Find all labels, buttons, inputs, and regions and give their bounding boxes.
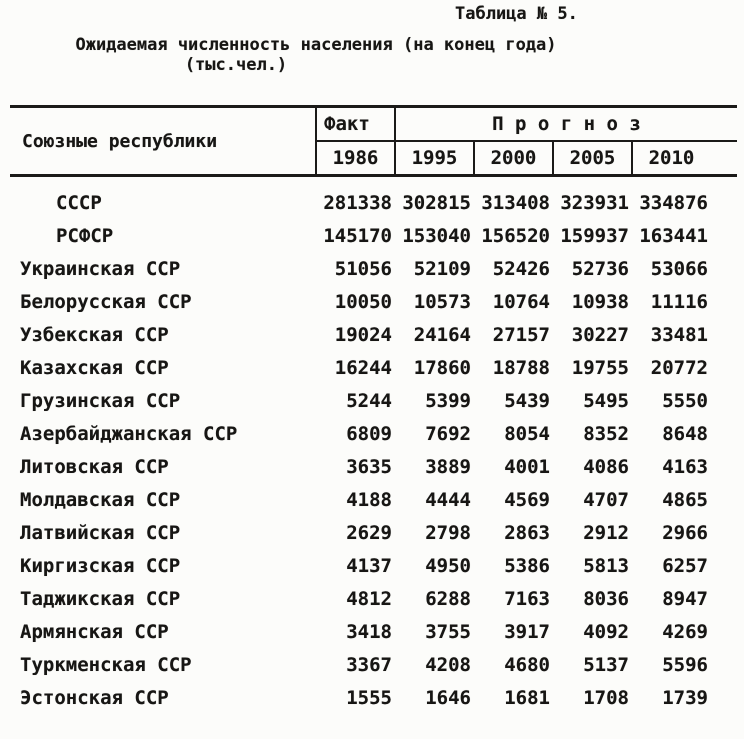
- value-1986: 3418: [346, 620, 392, 643]
- table-header: [10, 108, 737, 174]
- value-1986: 16244: [334, 356, 392, 379]
- value-1986: 3635: [346, 455, 392, 478]
- row-header-label: Союзные республики: [22, 130, 218, 152]
- value-2005: 30227: [571, 323, 629, 346]
- table-row: [10, 252, 737, 285]
- value-2005: 8036: [583, 587, 629, 610]
- value-2005: 5495: [583, 389, 629, 412]
- value-2010: 2966: [662, 521, 708, 544]
- value-2000: 4680: [504, 653, 550, 676]
- value-2000: 4569: [504, 488, 550, 511]
- republic-name: РСФСР: [56, 224, 114, 247]
- value-1986: 281338: [323, 191, 392, 214]
- value-2010: 1739: [662, 686, 708, 709]
- value-2000: 7163: [504, 587, 550, 610]
- value-2005: 159937: [560, 224, 629, 247]
- table-number-label: Таблица № 5.: [455, 4, 578, 24]
- table-row: [10, 384, 737, 417]
- value-2000: 4001: [504, 455, 550, 478]
- value-2000: 2863: [504, 521, 550, 544]
- value-2010: 4269: [662, 620, 708, 643]
- value-2005: 8352: [583, 422, 629, 445]
- table-row: [10, 681, 737, 714]
- header-right-block: [315, 108, 737, 174]
- value-1995: 10573: [413, 290, 471, 313]
- value-1995: 24164: [413, 323, 471, 346]
- value-2010: 11116: [650, 290, 708, 313]
- value-2005: 19755: [571, 356, 629, 379]
- value-1995: 1646: [425, 686, 471, 709]
- republic-name: Азербайджанская ССР: [20, 422, 238, 445]
- value-1995: 302815: [402, 191, 471, 214]
- value-2010: 163441: [639, 224, 708, 247]
- table-row: [10, 582, 737, 615]
- value-2010: 4163: [662, 455, 708, 478]
- value-1995: 3889: [425, 455, 471, 478]
- table-row: [10, 219, 737, 252]
- value-2005: 4092: [583, 620, 629, 643]
- value-1986: 6809: [346, 422, 392, 445]
- republic-name: Украинская ССР: [20, 257, 181, 280]
- republic-name: Белорусская ССР: [20, 290, 192, 313]
- value-2010: 33481: [650, 323, 708, 346]
- year-header-2005: 2005: [552, 142, 631, 174]
- year-header-2010: 2010: [631, 142, 710, 174]
- value-1986: 1555: [346, 686, 392, 709]
- republic-name: Латвийская ССР: [20, 521, 181, 544]
- value-2010: 4865: [662, 488, 708, 511]
- value-1995: 52109: [413, 257, 471, 280]
- value-2010: 5596: [662, 653, 708, 676]
- value-2000: 18788: [492, 356, 550, 379]
- value-1995: 6288: [425, 587, 471, 610]
- value-2000: 8054: [504, 422, 550, 445]
- col-group-forecast: П р о г н о з: [394, 108, 737, 140]
- value-1986: 4137: [346, 554, 392, 577]
- republic-name: Армянская ССР: [20, 620, 169, 643]
- value-2005: 4707: [583, 488, 629, 511]
- republic-name: Таджикская ССР: [20, 587, 181, 610]
- population-table: [10, 105, 737, 714]
- value-2000: 156520: [481, 224, 550, 247]
- republic-name: Киргизская ССР: [20, 554, 181, 577]
- value-1986: 4188: [346, 488, 392, 511]
- table-row: [10, 648, 737, 681]
- value-1995: 3755: [425, 620, 471, 643]
- table-row: [10, 450, 737, 483]
- table-row: [10, 615, 737, 648]
- value-2000: 1681: [504, 686, 550, 709]
- document-title-units: (тыс.чел.): [184, 55, 288, 75]
- value-1995: 4444: [425, 488, 471, 511]
- value-2010: 20772: [650, 356, 708, 379]
- table-row: [10, 285, 737, 318]
- value-2005: 323931: [560, 191, 629, 214]
- value-2010: 8648: [662, 422, 708, 445]
- table-row: [10, 351, 737, 384]
- value-2010: 8947: [662, 587, 708, 610]
- value-2000: 5386: [504, 554, 550, 577]
- value-1986: 145170: [323, 224, 392, 247]
- table-row: [10, 516, 737, 549]
- republic-name: Туркменская ССР: [20, 653, 192, 676]
- value-1986: 51056: [334, 257, 392, 280]
- value-2010: 53066: [650, 257, 708, 280]
- value-2010: 6257: [662, 554, 708, 577]
- value-2000: 27157: [492, 323, 550, 346]
- value-1995: 4950: [425, 554, 471, 577]
- value-2005: 1708: [583, 686, 629, 709]
- value-2010: 5550: [662, 389, 708, 412]
- value-1995: 2798: [425, 521, 471, 544]
- value-2000: 52426: [492, 257, 550, 280]
- year-header-row: [315, 142, 737, 174]
- value-2000: 5439: [504, 389, 550, 412]
- value-2005: 52736: [571, 257, 629, 280]
- value-1986: 3367: [346, 653, 392, 676]
- value-1986: 19024: [334, 323, 392, 346]
- value-1995: 5399: [425, 389, 471, 412]
- republic-name: Грузинская ССР: [20, 389, 181, 412]
- value-2000: 313408: [481, 191, 550, 214]
- value-2010: 334876: [639, 191, 708, 214]
- value-2005: 2912: [583, 521, 629, 544]
- table-body: [10, 177, 737, 714]
- republic-name: Литовская ССР: [20, 455, 169, 478]
- document-title: Ожидаемая численность населения (на конец года): [75, 35, 557, 55]
- table-row: [10, 483, 737, 516]
- table-row: [10, 318, 737, 351]
- value-1986: 2629: [346, 521, 392, 544]
- value-1995: 7692: [425, 422, 471, 445]
- year-header-2000: 2000: [473, 142, 552, 174]
- republic-name: Эстонская ССР: [20, 686, 169, 709]
- col-group-fact: Факт: [315, 108, 394, 140]
- year-header-1995: 1995: [394, 142, 473, 174]
- value-2005: 5137: [583, 653, 629, 676]
- value-1986: 5244: [346, 389, 392, 412]
- year-header-1986: 1986: [315, 142, 394, 174]
- header-group-row: [315, 108, 737, 140]
- republic-name: СССР: [56, 191, 102, 214]
- value-2000: 3917: [504, 620, 550, 643]
- value-1986: 10050: [334, 290, 392, 313]
- table-row: [10, 417, 737, 450]
- value-1995: 4208: [425, 653, 471, 676]
- republic-name: Узбекская ССР: [20, 323, 169, 346]
- republic-name: Молдавская ССР: [20, 488, 181, 511]
- republic-name: Казахская ССР: [20, 356, 169, 379]
- value-2005: 4086: [583, 455, 629, 478]
- value-1995: 153040: [402, 224, 471, 247]
- value-1986: 4812: [346, 587, 392, 610]
- table-row: [10, 186, 737, 219]
- value-2005: 10938: [571, 290, 629, 313]
- table-row: [10, 549, 737, 582]
- value-2000: 10764: [492, 290, 550, 313]
- value-1995: 17860: [413, 356, 471, 379]
- value-2005: 5813: [583, 554, 629, 577]
